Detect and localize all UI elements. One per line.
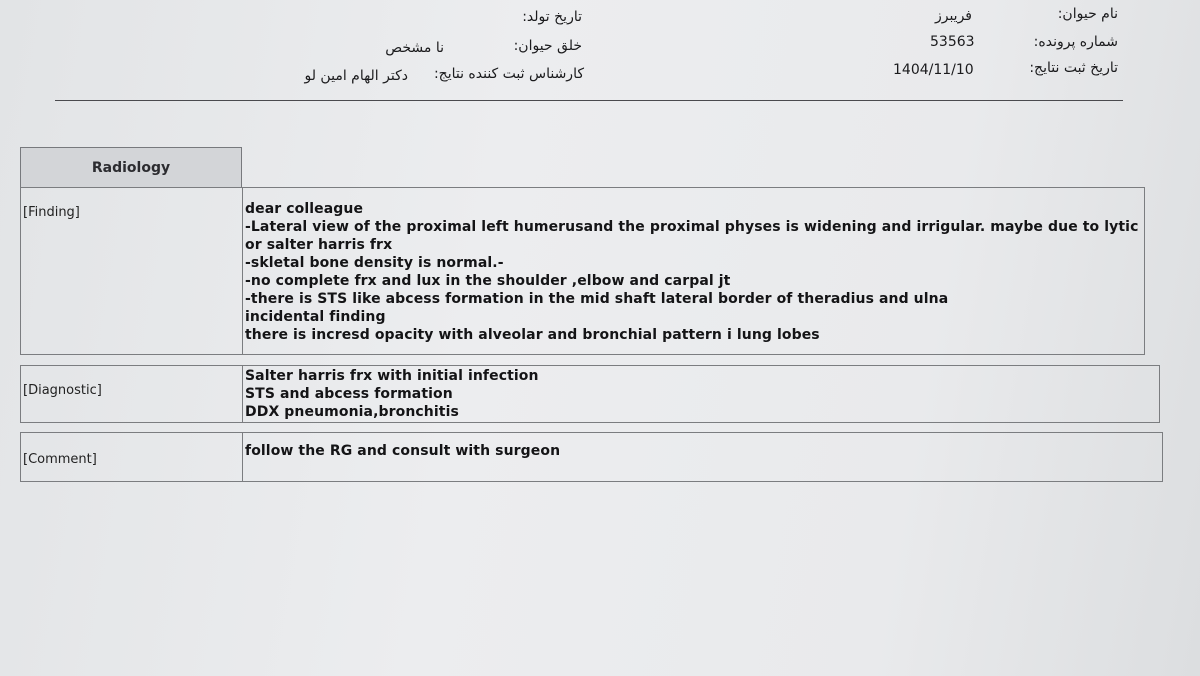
result-date-value: 1404/11/10 [893, 62, 974, 78]
header-divider [55, 100, 1123, 101]
comment-line: follow the RG and consult with surgeon [245, 443, 561, 459]
finding-line: dear colleague [245, 201, 364, 217]
finding-line: -no complete frx and lux in the shoulder ,elbow and carpal jt [245, 273, 731, 289]
file-number-value: 53563 [930, 34, 975, 50]
animal-name-value: فریبرز [934, 8, 972, 24]
comment-label: [Comment] [21, 433, 243, 481]
finding-line: -Lateral view of the proximal left humerusand the proximal physes is widening and irrigular. maybe due to lytic [245, 219, 1139, 235]
diagnostic-content [243, 366, 539, 422]
birth-date-label: تاریخ تولد: [522, 9, 582, 25]
finding-line: there is incresd opacity with alveolar and bronchial pattern i lung lobes [245, 327, 820, 343]
registrar-value: دکتر الهام امین لو [304, 68, 408, 84]
animal-name-label: نام حیوان: [1057, 6, 1118, 22]
temperament-value: نا مشخص [385, 40, 444, 56]
registrar-label: کارشناس ثبت کننده نتایج: [433, 66, 584, 82]
finding-row [20, 187, 1145, 355]
finding-line: -there is STS like abcess formation in the mid shaft lateral border of theradius and ulna [245, 291, 949, 307]
diagnostic-label: [Diagnostic] [21, 366, 243, 422]
diagnostic-row [20, 365, 1160, 423]
diagnostic-line: DDX pneumonia,bronchitis [245, 404, 459, 420]
finding-line: incidental finding [245, 309, 386, 325]
file-number-label: شماره پرونده: [1033, 34, 1118, 50]
finding-line: -skletal bone density is normal.- [245, 255, 504, 271]
finding-content [243, 188, 1138, 354]
diagnostic-line: Salter harris frx with initial infection [245, 368, 539, 384]
finding-line: or salter harris frx [245, 237, 393, 253]
comment-row [20, 432, 1163, 482]
comment-content [243, 433, 560, 481]
diagnostic-line: STS and abcess formation [245, 386, 453, 402]
finding-label: [Finding] [21, 188, 243, 354]
temperament-label: خلق حیوان: [513, 38, 582, 54]
result-date-label: تاریخ ثبت نتایج: [1029, 60, 1118, 76]
radiology-tab: Radiology [20, 147, 242, 188]
